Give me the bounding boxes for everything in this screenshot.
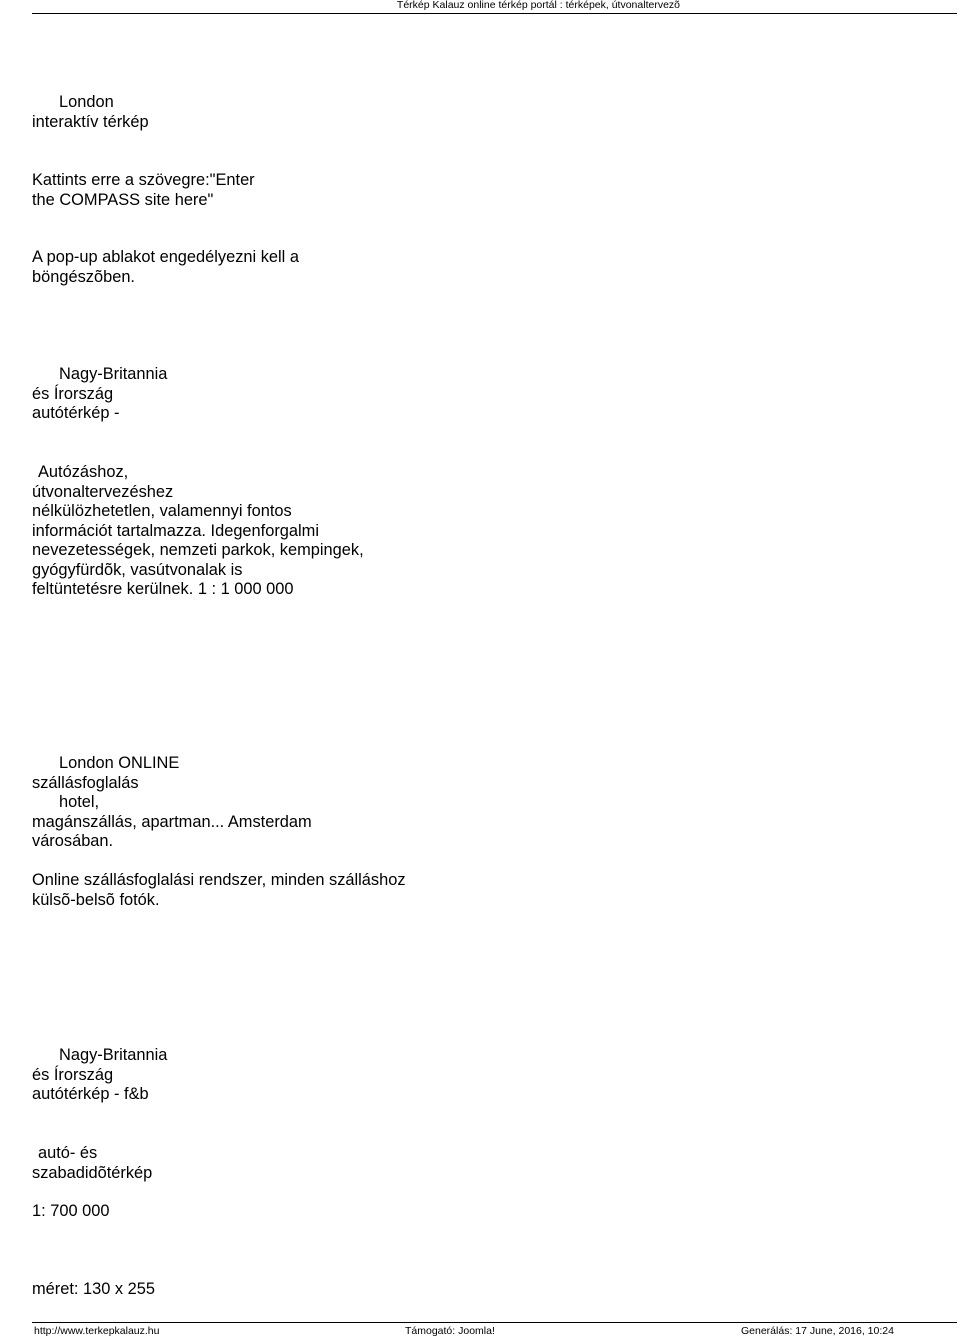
item-title-line: London ONLINE <box>59 754 180 772</box>
item-title-line: és Írország <box>32 1065 114 1084</box>
item-body-line: Autózáshoz, <box>38 463 129 481</box>
item-body-line: gyógyfürdõk, vasútvonalak is <box>32 560 243 579</box>
item-body-line: hotel, <box>59 793 100 811</box>
item-body-line: útvonaltervezéshez <box>32 482 174 501</box>
item-gb-road-map-description <box>32 463 364 600</box>
item-title-line: és Írország <box>32 384 114 403</box>
item-title-line: szállásfoglalás <box>32 773 139 792</box>
item-body-line: szabadidõtérkép <box>32 1163 153 1182</box>
footer-divider <box>32 1322 957 1323</box>
item-body-line: városában. <box>32 832 114 850</box>
item-title-line: autótérkép - <box>32 404 120 422</box>
item-body-line: nevezetességek, nemzeti parkok, kempingek, <box>32 541 364 559</box>
footer-sponsor: Támogató: Joomla! <box>405 1325 495 1337</box>
item-note-line: böngészõben. <box>32 267 135 286</box>
footer-generated-date: Generálás: 17 June, 2016, 10:24 <box>741 1325 894 1337</box>
item-title-line: Nagy-Britannia <box>59 1046 168 1064</box>
item-title-line: London <box>59 93 114 111</box>
item-london-map-note <box>32 248 299 287</box>
item-body-line: információt tartalmazza. Idegenforgalmi <box>32 521 319 540</box>
page-header-title: Térkép Kalauz online térkép portál : térképek, útvonaltervezõ <box>396 0 680 11</box>
item-gb-fb-map-description <box>32 1144 152 1183</box>
item-note-line: külsõ-belsõ fotók. <box>32 890 160 909</box>
item-body-line: autó- és <box>38 1144 98 1162</box>
item-title-line: autótérkép - f&b <box>32 1085 149 1103</box>
item-london-booking-note <box>32 871 406 910</box>
map-scale-value: 1: 700 000 <box>32 1202 110 1220</box>
footer-site-url[interactable]: http://www.terkepkalauz.hu <box>34 1325 160 1337</box>
item-body-line: magánszállás, apartman... Amsterdam <box>32 812 312 831</box>
item-london-map-title[interactable] <box>32 93 149 132</box>
item-gb-road-map-title[interactable] <box>32 365 167 424</box>
header-divider <box>32 13 957 14</box>
item-note-line: A pop-up ablakot engedélyezni kell a <box>32 248 299 266</box>
item-gb-fb-map-size <box>32 1280 155 1300</box>
map-size-value: méret: 130 x 255 <box>32 1280 156 1298</box>
item-body-line: nélkülözhetetlen, valamennyi fontos <box>32 502 292 520</box>
item-body-line: Kattints erre a szövegre:"Enter <box>32 171 255 189</box>
item-london-map-link[interactable] <box>32 171 255 210</box>
item-title-line: interaktív térkép <box>32 112 149 131</box>
item-gb-fb-map-scale <box>32 1202 109 1222</box>
item-body-line: the COMPASS site here" <box>32 190 214 209</box>
item-note-line: Online szállásfoglalási rendszer, minden szálláshoz <box>32 871 406 889</box>
item-london-booking-description <box>32 793 312 852</box>
item-london-booking-title[interactable] <box>32 754 179 793</box>
item-title-line: Nagy-Britannia <box>59 365 168 383</box>
item-body-line: feltüntetésre kerülnek. 1 : 1 000 000 <box>32 580 294 598</box>
item-gb-fb-map-title[interactable] <box>32 1046 167 1105</box>
